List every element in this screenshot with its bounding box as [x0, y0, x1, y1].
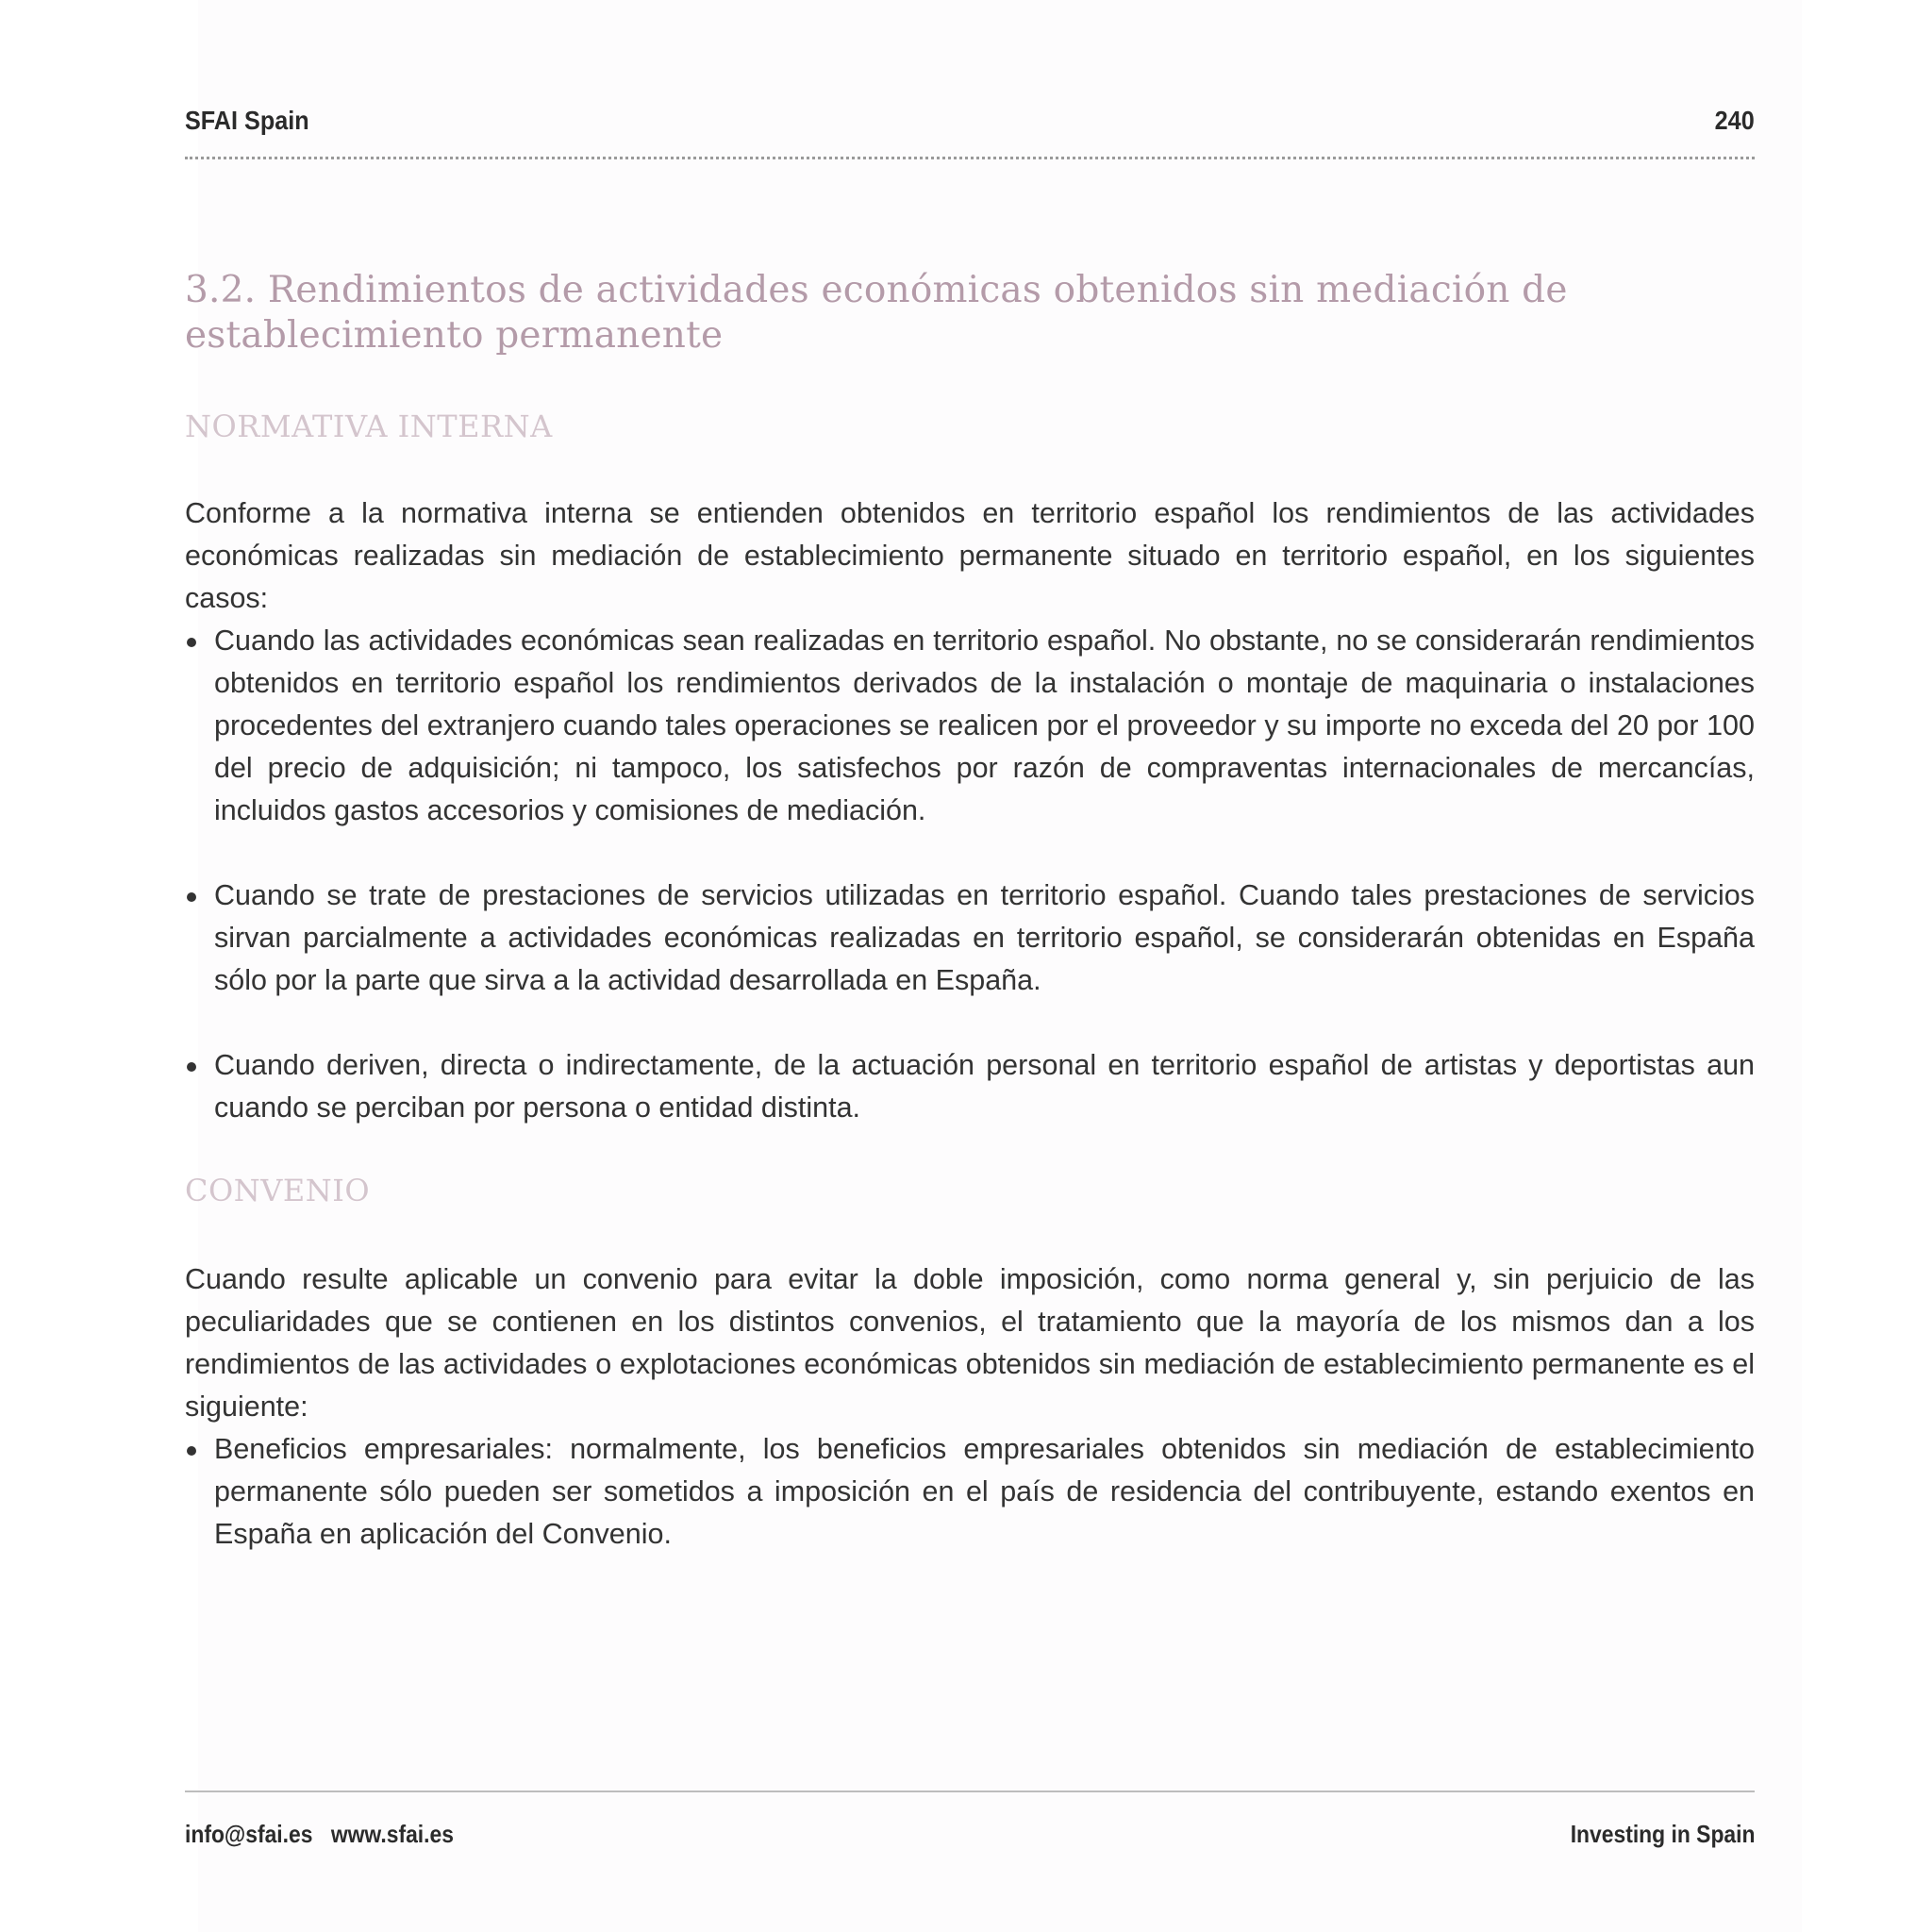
footer-divider: [185, 1790, 1755, 1792]
convenio-heading: CONVENIO: [185, 1173, 371, 1208]
section-title: 3.2. Rendimientos de actividades económicas obtenidos sin mediación de establecimiento permanente: [185, 269, 1568, 357]
list-item-text: Beneficios empresariales: normalmente, los beneficios empresariales obtenidos sin mediación de establecimiento permanente sólo pueden ser sometidos a imposición en el país de residencia del contribuyente, estando exentos en España en aplicación del Convenio.: [214, 1433, 1755, 1550]
normativa-list: [185, 620, 1755, 1129]
list-item-text: Cuando se trate de prestaciones de servicios utilizadas en territorio español. Cuando tales prestaciones de servicios sirvan parcialmente a actividades económicas realizadas en territorio español, se considerarán obtenidas en España sólo por la parte que sirva a la actividad desarrollada en España.: [214, 879, 1755, 996]
normativa-heading: NORMATIVA INTERNA: [185, 408, 553, 444]
header-brand: SFAI Spain: [185, 106, 309, 135]
bullet-icon: [187, 1446, 196, 1456]
bullet-icon: [187, 892, 196, 902]
footer-website: www.sfai.es: [330, 1820, 454, 1848]
page-number: 240: [1714, 106, 1755, 135]
list-item-text: Cuando deriven, directa o indirectamente, de la actuación personal en territorio español de artistas y deportistas aun cuando se perciban por persona o entidad distinta.: [214, 1049, 1755, 1124]
header-divider: [185, 157, 1755, 159]
bullet-icon: [187, 638, 196, 647]
page-header: [185, 106, 1598, 162]
convenio-list: [185, 1428, 1755, 1556]
list-item-text: Cuando las actividades económicas sean realizadas en territorio español. No obstante, no se considerarán rendimientos obtenidos en territorio español los rendimientos derivados de la instalación o montaje de maquinaria o instalaciones procedentes del extranjero cuando tales operaciones se realicen por el proveedor y su importe no exceda del 20 por 100 del precio de adquisición; ni tampoco, los satisfechos por razón de compraventas internacionales de mercancías, incluidos gastos accesorios y comisiones de mediación.: [214, 625, 1755, 826]
footer-publication: Investing in Spain: [1570, 1820, 1755, 1848]
footer-email: info@sfai.es: [185, 1820, 313, 1848]
list-item: [185, 1044, 1755, 1129]
footer-contact: [185, 1820, 454, 1849]
list-item: [185, 1428, 1755, 1556]
convenio-intro: Cuando resulte aplicable un convenio para evitar la doble imposición, como norma general y, sin perjuicio de las peculiaridades que se contienen en los distintos convenios, el tratamiento que la mayoría de los mismos dan a los rendimientos de las actividades o explotaciones económicas obtenidos sin mediación de establecimiento permanente es el siguiente:: [185, 1263, 1755, 1423]
normativa-intro: Conforme a la normativa interna se entienden obtenidos en territorio español los rendimientos de las actividades económicas realizadas sin mediación de establecimiento permanente situado en territorio español, en los siguientes casos:: [185, 497, 1755, 614]
bullet-icon: [187, 1062, 196, 1072]
main-content: [185, 268, 1755, 1556]
list-item: [185, 620, 1755, 832]
list-item: [185, 874, 1755, 1002]
